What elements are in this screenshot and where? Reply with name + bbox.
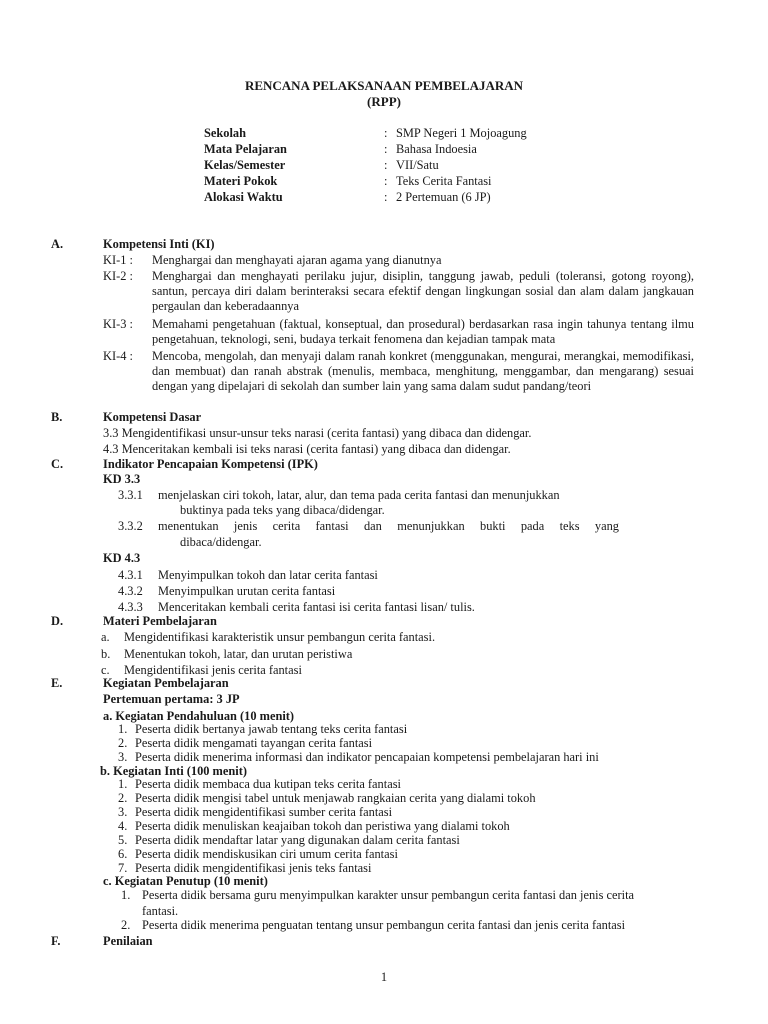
section-letter: B.: [51, 410, 63, 424]
identity-colon: :: [384, 158, 388, 172]
section-letter: F.: [51, 934, 61, 948]
list-item: Menentukan tokoh, latar, dan urutan peristiwa: [124, 647, 353, 661]
ipk-number: 3.3.1: [118, 488, 143, 502]
section-title: Kompetensi Dasar: [103, 410, 202, 424]
ipk-text: Menyimpulkan urutan cerita fantasi: [158, 584, 336, 598]
identity-value: Bahasa Indoesia: [396, 142, 477, 156]
list-marker: 1.: [118, 722, 128, 736]
ki-text: Mencoba, mengolah, dan menyaji dalam ranah konkret (menggunakan, mengurai, merangkai, memodifikasi, dan membuat) dan ranah abstrak (menulis, membaca, menghitung, menggambar, dan mengarang) sesuai dengan yang dipelajari di sekolah dan sumber lain yang sama dalam sudut pandang/teori: [152, 349, 694, 393]
list-item: Peserta didik mengisi tabel untuk menjawab rangkaian cerita yang dialami tokoh: [135, 791, 536, 805]
list-item: Peserta didik mendiskusikan ciri umum cerita fantasi: [135, 847, 398, 861]
identity-value: Teks Cerita Fantasi: [396, 174, 492, 188]
kd-item: 3.3 Mengidentifikasi unsur-unsur teks narasi (cerita fantasi) yang dibaca dan didengar.: [103, 426, 532, 440]
document-title: RENCANA PELAKSANAAN PEMBELAJARAN: [244, 78, 524, 93]
identity-value: 2 Pertemuan (6 JP): [396, 190, 491, 204]
ki-text: Menghargai dan menghayati perilaku jujur, disiplin, tanggung jawab, peduli (toleransi, gotong royong), santun, percaya diri dalam berinteraksi secara efektif dengan lingkungan sosial dan alam dalam jangkauan pergaulan dan keberadaannya: [152, 269, 694, 313]
kd-heading: KD 4.3: [103, 551, 141, 565]
identity-label: Alokasi Waktu: [204, 190, 283, 204]
identity-colon: :: [384, 190, 388, 204]
identity-value: SMP Negeri 1 Mojoagung: [396, 126, 527, 140]
ipk-text-continued: dibaca/didengar.: [180, 535, 262, 549]
ki-code: KI-4 :: [103, 349, 133, 363]
list-marker: c.: [101, 663, 110, 677]
activity-heading: b. Kegiatan Inti (100 menit): [100, 764, 247, 778]
ki-text: Memahami pengetahuan (faktual, konseptual, dan prosedural) berdasarkan rasa ingin tahunya tentang ilmu pengetahuan, teknologi, seni, budaya terkait fenomena dan kejadian tampak mata: [152, 317, 694, 346]
section-title: Indikator Pencapaian Kompetensi (IPK): [103, 457, 318, 471]
list-item: Peserta didik mengamati tayangan cerita fantasi: [135, 736, 373, 750]
ipk-number: 4.3.3: [118, 600, 143, 614]
list-marker: 1.: [118, 777, 128, 791]
identity-label: Kelas/Semester: [204, 158, 286, 172]
list-item: Peserta didik mendaftar latar yang digunakan dalam cerita fantasi: [135, 833, 460, 847]
list-marker: a.: [101, 630, 110, 644]
list-marker: 4.: [118, 819, 128, 833]
list-item: Peserta didik bertanya jawab tentang teks cerita fantasi: [135, 722, 408, 736]
section-title: Materi Pembelajaran: [103, 614, 217, 628]
list-item: Peserta didik menerima informasi dan indikator pencapaian kompetensi pembelajaran hari ini: [135, 750, 599, 764]
list-item: Peserta didik menerima penguatan tentang unsur pembangun cerita fantasi dan jenis cerita fantasi: [142, 918, 626, 932]
section-title: Kompetensi Inti (KI): [103, 237, 215, 251]
ki-code: KI-3 :: [103, 317, 133, 331]
ki-code: KI-1 :: [103, 253, 133, 267]
list-item: Peserta didik menuliskan keajaiban tokoh dan peristiwa yang dialami tokoh: [135, 819, 510, 833]
list-item: Mengidentifikasi karakteristik unsur pembangun cerita fantasi.: [124, 630, 436, 644]
list-item: Peserta didik mengidentifikasi sumber cerita fantasi: [135, 805, 393, 819]
ipk-text: Menyimpulkan tokoh dan latar cerita fantasi: [158, 568, 378, 582]
meeting-heading: Pertemuan pertama: 3 JP: [103, 692, 240, 706]
section-title: Penilaian: [103, 934, 153, 948]
list-marker: 3.: [118, 805, 128, 819]
section-letter: C.: [51, 457, 64, 471]
ipk-number: 3.3.2: [118, 519, 143, 533]
list-marker: 7.: [118, 861, 128, 875]
list-marker: b.: [101, 647, 111, 661]
ipk-text: menjelaskan ciri tokoh, latar, alur, dan tema pada cerita fantasi dan menunjukkan: [158, 488, 560, 502]
identity-colon: :: [384, 126, 388, 140]
identity-value: VII/Satu: [396, 158, 439, 172]
list-marker: 2.: [118, 736, 128, 750]
identity-label: Sekolah: [204, 126, 247, 140]
ki-text: Menghargai dan menghayati ajaran agama yang dianutnya: [152, 253, 442, 267]
list-marker: 5.: [118, 833, 128, 847]
activity-heading: c. Kegiatan Penutup (10 menit): [103, 874, 268, 888]
ki-code: KI-2 :: [103, 269, 133, 283]
kd-heading: KD 3.3: [103, 472, 141, 486]
section-letter: E.: [51, 676, 63, 690]
ipk-number: 4.3.2: [118, 584, 143, 598]
kd-item: 4.3 Menceritakan kembali isi teks narasi (cerita fantasi) yang dibaca dan didengar.: [103, 442, 511, 456]
list-marker: 2.: [121, 918, 131, 932]
list-item: Peserta didik bersama guru menyimpulkan karakter unsur pembangun cerita fantasi dan jenis cerita: [142, 888, 635, 902]
list-marker: 6.: [118, 847, 128, 861]
list-marker: 3.: [118, 750, 128, 764]
identity-colon: :: [384, 174, 388, 188]
list-item: Peserta didik mengidentifikasi jenis teks fantasi: [135, 861, 372, 875]
section-letter: A.: [51, 237, 64, 251]
document-subtitle: (RPP): [367, 94, 401, 109]
identity-label: Mata Pelajaran: [204, 142, 287, 156]
identity-colon: :: [384, 142, 388, 156]
list-marker: 1.: [121, 888, 131, 902]
identity-label: Materi Pokok: [204, 174, 278, 188]
ipk-text: menentukan jenis cerita fantasi dan menunjukkan bukti pada teks yang: [158, 519, 619, 533]
list-item: Peserta didik membaca dua kutipan teks cerita fantasi: [135, 777, 401, 791]
list-item-continued: fantasi.: [142, 904, 179, 918]
ipk-number: 4.3.1: [118, 568, 143, 582]
list-item: Mengidentifikasi jenis cerita fantasi: [124, 663, 302, 677]
section-title: Kegiatan Pembelajaran: [103, 676, 229, 690]
page-number: 1: [380, 970, 388, 984]
section-letter: D.: [51, 614, 64, 628]
activity-heading: a. Kegiatan Pendahuluan (10 menit): [103, 709, 295, 723]
list-marker: 2.: [118, 791, 128, 805]
ipk-text: Menceritakan kembali cerita fantasi isi cerita fantasi lisan/ tulis.: [158, 600, 475, 614]
ipk-text-continued: buktinya pada teks yang dibaca/didengar.: [180, 503, 385, 517]
